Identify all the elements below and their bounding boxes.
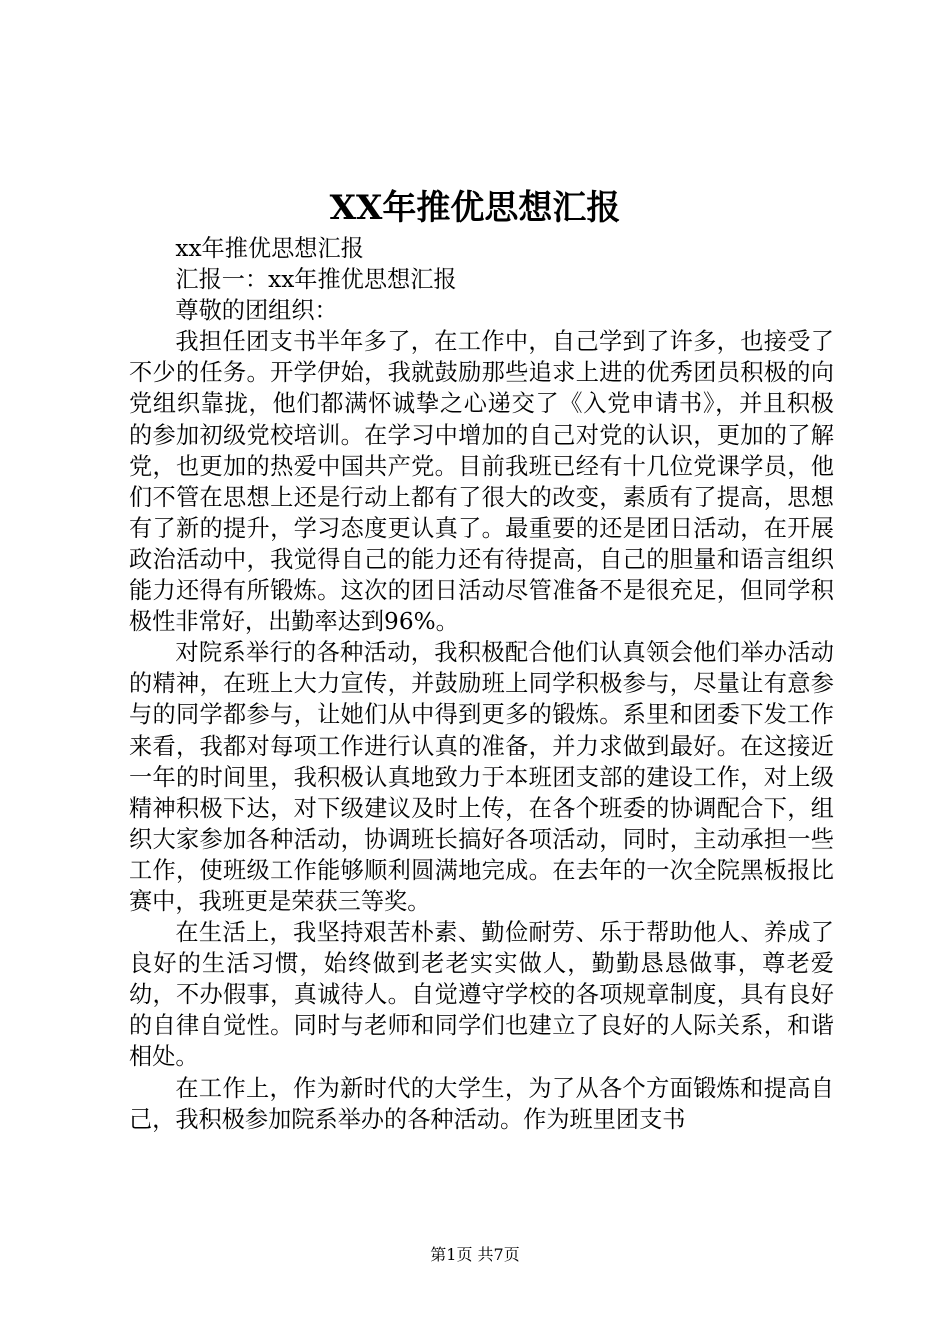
salutation: 尊敬的团组织： (175, 297, 338, 325)
subtitle-line: xx年推优思想汇报 (175, 235, 364, 262)
body-paragraph-2: 对院系举行的各种活动，我积极配合他们认真领会他们举办活动的精神，在班上大力宣传，并鼓励班上同学积极参与，尽量让有意参与的同学都参与，让她们从中得到更多的锻炼。系里和团委下发工作来看，我都对每项工作进行认真的准备，并力求做到最好。在这接近一年的时间里，我积极认真地致力于本班团支部的建设工作，对上级精神积极下达，对下级建议及时上传，在各个班委的协调配合下，组织大家参加各种活动，协调班长搞好各项活动，同时，主动承担一些工作，使班级工作能够顺利圆满地完成。在去年的一次全院黑板报比赛中，我班更是荣获三等奖。 (129, 639, 834, 915)
body-paragraph-1: 我担任团支书半年多了，在工作中，自己学到了许多，也接受了不少的任务。开学伊始，我就鼓励那些追求上进的优秀团员积极的向党组织靠拢，他们都满怀诚挚之心递交了《入党申请书》，并且积极的参加初级党校培训。在学习中增加的自己对党的认识，更加的了解党，也更加的热爱中国共产党。目前我班已经有十几位党课学员，他们不管在思想上还是行动上都有了很大的改变，素质有了提高，思想有了新的提升，学习态度更认真了。最重要的还是团日活动，在开展政治活动中，我觉得自己的能力还有待提高，自己的胆量和语言组织能力还得有所锻炼。这次的团日活动尽管准备不是很充足，但同学积极性非常好，出勤率达到96%。 (129, 328, 834, 636)
document-body (129, 233, 834, 1135)
section-heading: 汇报一：xx年推优思想汇报 (175, 266, 457, 294)
body-paragraph-4: 在工作上，作为新时代的大学生，为了从各个方面锻炼和提高自己，我积极参加院系举办的各种活动。作为班里团支书 (129, 1074, 834, 1133)
body-paragraph-3: 在生活上，我坚持艰苦朴素、勤俭耐劳、乐于帮助他人、养成了良好的生活习惯，始终做到老老实实做人，勤勤恳恳做事，尊老爱幼，不办假事，真诚待人。自觉遵守学校的各项规章制度，具有良好的自律自觉性。同时与老师和同学们也建立了良好的人际关系，和谐相处。 (129, 919, 834, 1071)
document-title: XX年推优思想汇报 (329, 188, 621, 228)
page-footer: 第1页 共7页 (430, 1245, 520, 1264)
